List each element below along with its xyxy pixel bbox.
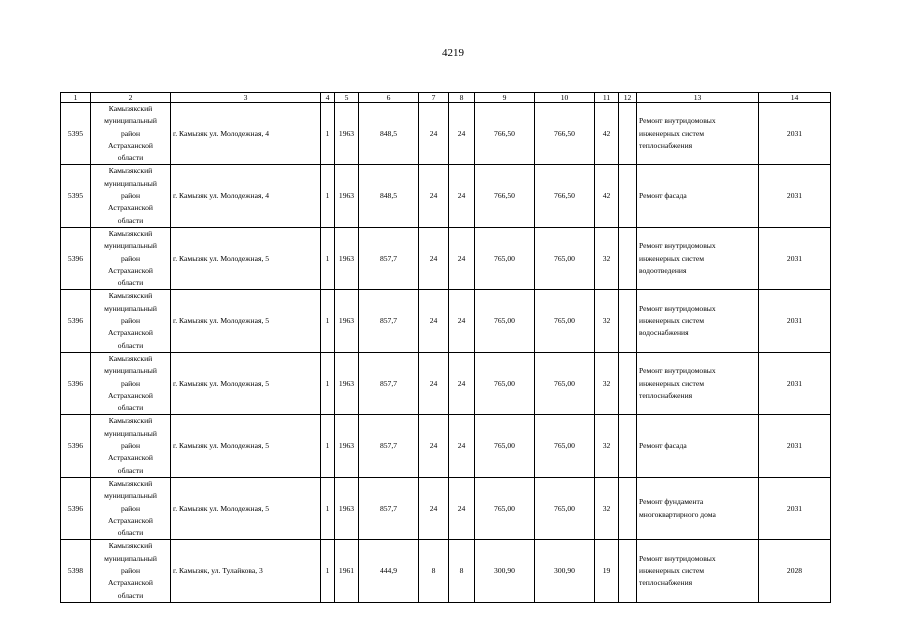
cell-municipality-line: Камызякский <box>108 166 153 176</box>
column-header: 8 <box>449 93 475 103</box>
cell-col-10: 765,00 <box>535 352 595 414</box>
cell-col-10: 766,50 <box>535 165 595 227</box>
column-number-row <box>61 93 831 103</box>
cell-col-7: 24 <box>419 477 449 539</box>
cell-work-type-line: инженерных систем <box>639 128 705 138</box>
cell-address: г. Камызяк ул. Молодежная, 5 <box>171 290 321 352</box>
cell-col-8: 24 <box>449 352 475 414</box>
cell-work-type-line: инженерных систем <box>639 253 705 263</box>
cell-municipality <box>91 477 171 539</box>
cell-col-8: 24 <box>449 165 475 227</box>
cell-municipality-line: области <box>117 340 144 350</box>
cell-work-type <box>637 540 759 602</box>
cell-col-10: 765,00 <box>535 477 595 539</box>
cell-col-9: 766,50 <box>475 103 535 165</box>
cell-municipality-line: области <box>117 528 144 538</box>
cell-municipality-line: район <box>120 503 141 513</box>
cell-address: г. Камызяк ул. Молодежная, 4 <box>171 103 321 165</box>
cell-municipality-line: области <box>117 465 144 475</box>
column-header: 7 <box>419 93 449 103</box>
cell-municipality-line: Камызякский <box>108 353 153 363</box>
cell-municipality-line: области <box>117 278 144 288</box>
cell-address: г. Камызяк ул. Молодежная, 5 <box>171 477 321 539</box>
cell-work-type-line: теплоснабжения <box>639 390 693 400</box>
cell-col-10: 765,00 <box>535 290 595 352</box>
cell-record-number: 5395 <box>61 165 91 227</box>
cell-municipality-line: муниципальный <box>104 116 157 126</box>
table-row <box>61 415 831 477</box>
column-header: 11 <box>595 93 619 103</box>
cell-municipality-line: муниципальный <box>104 553 157 563</box>
cell-col-7: 24 <box>419 415 449 477</box>
cell-term: 2031 <box>759 227 831 289</box>
cell-col-11: 32 <box>595 477 619 539</box>
page-number: 4219 <box>442 47 464 59</box>
cell-year: 1963 <box>335 352 359 414</box>
cell-col-9: 766,50 <box>475 165 535 227</box>
cell-work-type <box>637 290 759 352</box>
cell-col-4: 1 <box>321 227 335 289</box>
cell-municipality-line: муниципальный <box>104 366 157 376</box>
cell-col-8: 24 <box>449 477 475 539</box>
cell-municipality <box>91 290 171 352</box>
cell-col-10: 765,00 <box>535 415 595 477</box>
cell-municipality-line: Астраханской <box>108 265 153 275</box>
cell-work-type <box>637 415 759 477</box>
cell-record-number: 5396 <box>61 290 91 352</box>
cell-col-4: 1 <box>321 103 335 165</box>
cell-area: 857,7 <box>359 352 419 414</box>
cell-col-12 <box>619 540 637 602</box>
cell-col-4: 1 <box>321 165 335 227</box>
cell-col-7: 24 <box>419 165 449 227</box>
cell-col-11: 32 <box>595 352 619 414</box>
cell-work-type <box>637 227 759 289</box>
cell-municipality <box>91 103 171 165</box>
cell-term: 2031 <box>759 103 831 165</box>
cell-municipality-line: Камызякский <box>108 104 153 113</box>
cell-work-type-line: Ремонт внутридомовых <box>639 116 716 126</box>
cell-municipality-line: Камызякский <box>108 478 153 488</box>
cell-col-9: 765,00 <box>475 227 535 289</box>
column-header: 5 <box>335 93 359 103</box>
cell-term: 2031 <box>759 352 831 414</box>
cell-work-type <box>637 165 759 227</box>
cell-municipality-line: район <box>120 378 141 388</box>
cell-municipality-line: Камызякский <box>108 291 153 301</box>
cell-municipality-line: район <box>120 441 141 451</box>
cell-work-type-line: Ремонт внутридомовых <box>639 553 716 563</box>
cell-work-type-line: Ремонт внутридомовых <box>639 241 716 251</box>
table-row <box>61 540 831 602</box>
cell-year: 1963 <box>335 227 359 289</box>
cell-work-type-line: Ремонт фундамента <box>639 497 704 507</box>
column-header: 1 <box>61 93 91 103</box>
cell-term: 2031 <box>759 477 831 539</box>
register-table <box>60 92 831 603</box>
cell-municipality-line: Астраханской <box>108 140 153 150</box>
cell-col-8: 8 <box>449 540 475 602</box>
column-header: 13 <box>637 93 759 103</box>
cell-municipality <box>91 227 171 289</box>
cell-municipality-line: области <box>117 590 144 600</box>
cell-col-10: 765,00 <box>535 227 595 289</box>
table-row <box>61 352 831 414</box>
cell-year: 1963 <box>335 477 359 539</box>
cell-municipality-line: области <box>117 215 144 225</box>
cell-work-type-line: многоквартирного дома <box>639 509 716 519</box>
cell-term: 2031 <box>759 415 831 477</box>
cell-municipality-line: муниципальный <box>104 428 157 438</box>
table-row <box>61 290 831 352</box>
cell-record-number: 5398 <box>61 540 91 602</box>
cell-area: 857,7 <box>359 415 419 477</box>
cell-work-type-line: Ремонт фасада <box>639 191 687 201</box>
cell-year: 1963 <box>335 290 359 352</box>
cell-municipality <box>91 352 171 414</box>
cell-col-7: 24 <box>419 227 449 289</box>
cell-municipality-line: Астраханской <box>108 328 153 338</box>
cell-col-10: 766,50 <box>535 103 595 165</box>
cell-municipality-line: Камызякский <box>108 416 153 426</box>
cell-municipality-line: муниципальный <box>104 178 157 188</box>
cell-address: г. Камызяк ул. Молодежная, 5 <box>171 415 321 477</box>
cell-col-4: 1 <box>321 290 335 352</box>
table-row <box>61 477 831 539</box>
cell-col-12 <box>619 165 637 227</box>
cell-record-number: 5395 <box>61 103 91 165</box>
cell-year: 1963 <box>335 415 359 477</box>
cell-col-12 <box>619 227 637 289</box>
cell-col-9: 765,00 <box>475 290 535 352</box>
cell-term: 2031 <box>759 165 831 227</box>
cell-col-4: 1 <box>321 540 335 602</box>
cell-municipality-line: Астраханской <box>108 390 153 400</box>
cell-municipality <box>91 415 171 477</box>
cell-area: 848,5 <box>359 165 419 227</box>
cell-area: 857,7 <box>359 477 419 539</box>
cell-work-type-line: водоотведения <box>639 265 687 275</box>
column-header: 6 <box>359 93 419 103</box>
column-header: 3 <box>171 93 321 103</box>
cell-work-type-line: инженерных систем <box>639 378 705 388</box>
cell-work-type-line: водоснабжения <box>639 328 689 338</box>
cell-year: 1963 <box>335 103 359 165</box>
cell-municipality-line: Камызякский <box>108 541 153 551</box>
cell-municipality-line: муниципальный <box>104 303 157 313</box>
cell-col-12 <box>619 415 637 477</box>
table-row <box>61 103 831 165</box>
cell-col-4: 1 <box>321 415 335 477</box>
cell-col-7: 24 <box>419 103 449 165</box>
cell-area: 848,5 <box>359 103 419 165</box>
cell-municipality-line: Астраханской <box>108 578 153 588</box>
cell-record-number: 5396 <box>61 352 91 414</box>
cell-col-8: 24 <box>449 227 475 289</box>
cell-term: 2031 <box>759 290 831 352</box>
cell-col-11: 32 <box>595 290 619 352</box>
cell-work-type-line: Ремонт внутридомовых <box>639 303 716 313</box>
cell-col-9: 300,90 <box>475 540 535 602</box>
cell-municipality-line: Астраханской <box>108 515 153 525</box>
cell-municipality-line: Камызякский <box>108 228 153 238</box>
cell-record-number: 5396 <box>61 415 91 477</box>
cell-col-7: 8 <box>419 540 449 602</box>
cell-municipality <box>91 165 171 227</box>
column-header: 2 <box>91 93 171 103</box>
cell-year: 1961 <box>335 540 359 602</box>
cell-work-type-line: теплоснабжения <box>639 140 693 150</box>
cell-work-type-line: инженерных систем <box>639 316 705 326</box>
cell-col-7: 24 <box>419 352 449 414</box>
cell-municipality-line: Астраханской <box>108 453 153 463</box>
cell-municipality-line: район <box>120 128 141 138</box>
cell-col-8: 24 <box>449 415 475 477</box>
cell-col-8: 24 <box>449 290 475 352</box>
cell-municipality-line: район <box>120 191 141 201</box>
cell-work-type-line: инженерных систем <box>639 565 705 575</box>
cell-term: 2028 <box>759 540 831 602</box>
cell-col-10: 300,90 <box>535 540 595 602</box>
cell-col-11: 19 <box>595 540 619 602</box>
column-header: 9 <box>475 93 535 103</box>
table-row <box>61 165 831 227</box>
cell-municipality-line: район <box>120 565 141 575</box>
cell-municipality-line: муниципальный <box>104 491 157 501</box>
cell-col-12 <box>619 352 637 414</box>
cell-address: г. Камызяк ул. Молодежная, 5 <box>171 352 321 414</box>
cell-work-type-line: Ремонт внутридомовых <box>639 366 716 376</box>
cell-address: г. Камызяк ул. Молодежная, 4 <box>171 165 321 227</box>
cell-col-7: 24 <box>419 290 449 352</box>
cell-col-12 <box>619 290 637 352</box>
cell-record-number: 5396 <box>61 477 91 539</box>
cell-address: г. Камызяк, ул. Тулайкова, 3 <box>171 540 321 602</box>
cell-year: 1963 <box>335 165 359 227</box>
cell-area: 857,7 <box>359 227 419 289</box>
cell-record-number: 5396 <box>61 227 91 289</box>
cell-col-11: 42 <box>595 165 619 227</box>
cell-municipality-line: Астраханской <box>108 203 153 213</box>
cell-municipality-line: район <box>120 253 141 263</box>
column-header: 10 <box>535 93 595 103</box>
cell-col-4: 1 <box>321 352 335 414</box>
cell-work-type <box>637 352 759 414</box>
cell-municipality-line: муниципальный <box>104 241 157 251</box>
cell-area: 857,7 <box>359 290 419 352</box>
column-header: 14 <box>759 93 831 103</box>
cell-area: 444,9 <box>359 540 419 602</box>
cell-municipality-line: области <box>117 403 144 413</box>
cell-work-type-line: теплоснабжения <box>639 578 693 588</box>
cell-work-type-line: Ремонт фасада <box>639 441 687 451</box>
cell-col-4: 1 <box>321 477 335 539</box>
cell-col-9: 765,00 <box>475 477 535 539</box>
column-header: 12 <box>619 93 637 103</box>
cell-col-11: 42 <box>595 103 619 165</box>
cell-col-12 <box>619 103 637 165</box>
cell-col-8: 24 <box>449 103 475 165</box>
cell-municipality <box>91 540 171 602</box>
cell-work-type <box>637 103 759 165</box>
cell-col-12 <box>619 477 637 539</box>
cell-work-type <box>637 477 759 539</box>
cell-col-11: 32 <box>595 227 619 289</box>
cell-address: г. Камызяк ул. Молодежная, 5 <box>171 227 321 289</box>
cell-municipality-line: области <box>117 153 144 163</box>
cell-col-11: 32 <box>595 415 619 477</box>
cell-municipality-line: район <box>120 316 141 326</box>
cell-col-9: 765,00 <box>475 415 535 477</box>
cell-col-9: 765,00 <box>475 352 535 414</box>
column-header: 4 <box>321 93 335 103</box>
table-row <box>61 227 831 289</box>
